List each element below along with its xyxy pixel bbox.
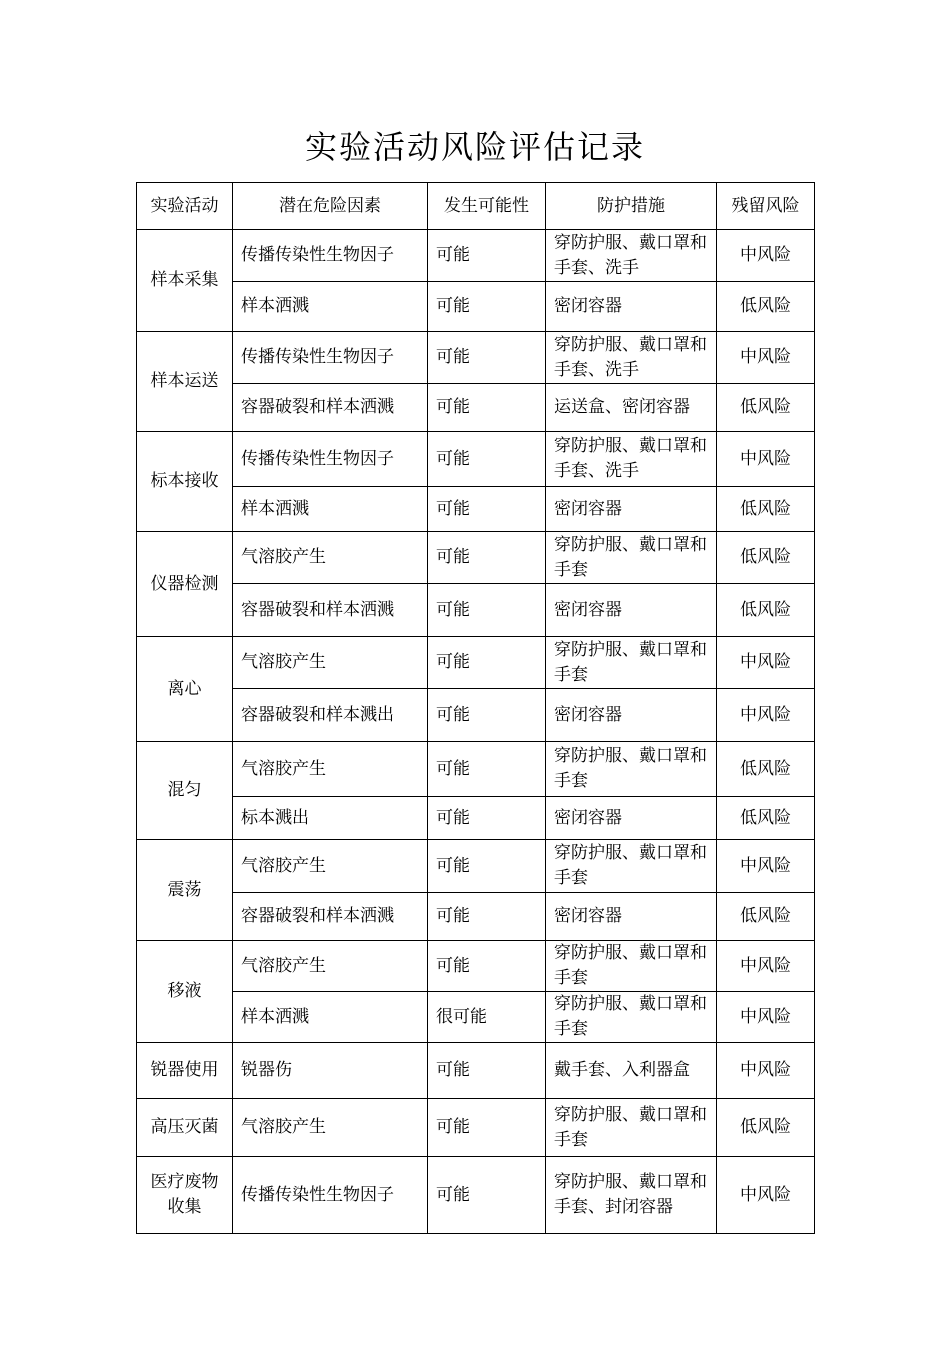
- measures-cell: 穿防护服、戴口罩和手套: [546, 1099, 717, 1157]
- residual-risk-cell: 低风险: [717, 584, 815, 637]
- residual-risk-cell: 低风险: [717, 1099, 815, 1157]
- likelihood-cell: 可能: [428, 230, 546, 282]
- likelihood-cell: 可能: [428, 332, 546, 384]
- hazard-cell: 容器破裂和样本洒溅: [233, 384, 428, 432]
- residual-risk-cell: 低风险: [717, 487, 815, 532]
- table-row: [137, 432, 815, 487]
- measures-cell: 密闭容器: [546, 893, 717, 941]
- table-row: [137, 332, 815, 384]
- residual-risk-cell: 低风险: [717, 532, 815, 584]
- likelihood-cell: 可能: [428, 840, 546, 893]
- activity-cell: 医疗废物收集: [137, 1157, 233, 1234]
- activity-cell: 离心: [137, 637, 233, 742]
- measures-cell: 穿防护服、戴口罩和手套、洗手: [546, 332, 717, 384]
- measures-cell: 穿防护服、戴口罩和手套、洗手: [546, 230, 717, 282]
- residual-risk-cell: 中风险: [717, 332, 815, 384]
- hazard-cell: 传播传染性生物因子: [233, 1157, 428, 1234]
- table-row: [137, 893, 815, 941]
- table-row: [137, 689, 815, 742]
- likelihood-cell: 可能: [428, 689, 546, 742]
- table-row: [137, 487, 815, 532]
- hazard-cell: 容器破裂和样本洒溅: [233, 893, 428, 941]
- residual-risk-cell: 低风险: [717, 797, 815, 840]
- header-row: [137, 183, 815, 230]
- likelihood-cell: 可能: [428, 282, 546, 332]
- hazard-cell: 气溶胶产生: [233, 1099, 428, 1157]
- hazard-cell: 容器破裂和样本溅出: [233, 689, 428, 742]
- activity-cell: 移液: [137, 941, 233, 1043]
- hazard-cell: 传播传染性生物因子: [233, 432, 428, 487]
- hazard-cell: 样本洒溅: [233, 992, 428, 1043]
- likelihood-cell: 可能: [428, 1099, 546, 1157]
- residual-risk-cell: 中风险: [717, 992, 815, 1043]
- table-body: [137, 230, 815, 1234]
- residual-risk-cell: 低风险: [717, 384, 815, 432]
- measures-cell: 密闭容器: [546, 487, 717, 532]
- table-row: [137, 1157, 815, 1234]
- activity-cell: 震荡: [137, 840, 233, 941]
- measures-cell: 戴手套、入利器盒: [546, 1043, 717, 1099]
- residual-risk-cell: 低风险: [717, 282, 815, 332]
- table-row: [137, 230, 815, 282]
- likelihood-cell: 可能: [428, 742, 546, 797]
- likelihood-cell: 可能: [428, 584, 546, 637]
- likelihood-cell: 可能: [428, 1157, 546, 1234]
- residual-risk-cell: 中风险: [717, 1043, 815, 1099]
- measures-cell: 穿防护服、戴口罩和手套: [546, 840, 717, 893]
- table-row: [137, 742, 815, 797]
- table-row: [137, 1043, 815, 1099]
- measures-cell: 穿防护服、戴口罩和手套: [546, 992, 717, 1043]
- activity-cell: 高压灭菌: [137, 1099, 233, 1157]
- measures-cell: 密闭容器: [546, 797, 717, 840]
- activity-cell: 标本接收: [137, 432, 233, 532]
- hazard-cell: 气溶胶产生: [233, 532, 428, 584]
- residual-risk-cell: 中风险: [717, 941, 815, 992]
- activity-cell: 锐器使用: [137, 1043, 233, 1099]
- likelihood-cell: 可能: [428, 384, 546, 432]
- table-row: [137, 584, 815, 637]
- likelihood-cell: 可能: [428, 941, 546, 992]
- likelihood-cell: 可能: [428, 532, 546, 584]
- residual-risk-cell: 中风险: [717, 230, 815, 282]
- measures-cell: 穿防护服、戴口罩和手套: [546, 742, 717, 797]
- activity-cell: 样本运送: [137, 332, 233, 432]
- residual-risk-cell: 中风险: [717, 689, 815, 742]
- likelihood-cell: 可能: [428, 1043, 546, 1099]
- header-hazard: 潜在危险因素: [233, 183, 428, 230]
- likelihood-cell: 可能: [428, 487, 546, 532]
- activity-cell: 混匀: [137, 742, 233, 840]
- residual-risk-cell: 中风险: [717, 840, 815, 893]
- measures-cell: 运送盒、密闭容器: [546, 384, 717, 432]
- likelihood-cell: 可能: [428, 797, 546, 840]
- header-residual-risk: 残留风险: [717, 183, 815, 230]
- measures-cell: 穿防护服、戴口罩和手套、洗手: [546, 432, 717, 487]
- hazard-cell: 容器破裂和样本洒溅: [233, 584, 428, 637]
- residual-risk-cell: 中风险: [717, 432, 815, 487]
- hazard-cell: 传播传染性生物因子: [233, 230, 428, 282]
- likelihood-cell: 可能: [428, 893, 546, 941]
- hazard-cell: 标本溅出: [233, 797, 428, 840]
- table-row: [137, 992, 815, 1043]
- risk-assessment-table: [136, 182, 815, 1234]
- measures-cell: 穿防护服、戴口罩和手套、封闭容器: [546, 1157, 717, 1234]
- residual-risk-cell: 低风险: [717, 742, 815, 797]
- hazard-cell: 气溶胶产生: [233, 637, 428, 689]
- measures-cell: 穿防护服、戴口罩和手套: [546, 941, 717, 992]
- header-activity: 实验活动: [137, 183, 233, 230]
- hazard-cell: 气溶胶产生: [233, 840, 428, 893]
- residual-risk-cell: 中风险: [717, 637, 815, 689]
- table-row: [137, 282, 815, 332]
- hazard-cell: 锐器伤: [233, 1043, 428, 1099]
- document-title: 实验活动风险评估记录: [304, 128, 645, 166]
- measures-cell: 穿防护服、戴口罩和手套: [546, 532, 717, 584]
- measures-cell: 密闭容器: [546, 282, 717, 332]
- hazard-cell: 传播传染性生物因子: [233, 332, 428, 384]
- hazard-cell: 气溶胶产生: [233, 941, 428, 992]
- likelihood-cell: 可能: [428, 432, 546, 487]
- measures-cell: 密闭容器: [546, 689, 717, 742]
- table-row: [137, 384, 815, 432]
- residual-risk-cell: 低风险: [717, 893, 815, 941]
- table-row: [137, 532, 815, 584]
- residual-risk-cell: 中风险: [717, 1157, 815, 1234]
- likelihood-cell: 很可能: [428, 992, 546, 1043]
- activity-cell: 仪器检测: [137, 532, 233, 637]
- activity-cell: 样本采集: [137, 230, 233, 332]
- measures-cell: 密闭容器: [546, 584, 717, 637]
- table-row: [137, 840, 815, 893]
- table-row: [137, 637, 815, 689]
- hazard-cell: 样本洒溅: [233, 282, 428, 332]
- hazard-cell: 气溶胶产生: [233, 742, 428, 797]
- header-likelihood: 发生可能性: [428, 183, 546, 230]
- measures-cell: 穿防护服、戴口罩和手套: [546, 637, 717, 689]
- table-row: [137, 941, 815, 992]
- hazard-cell: 样本洒溅: [233, 487, 428, 532]
- likelihood-cell: 可能: [428, 637, 546, 689]
- header-measures: 防护措施: [546, 183, 717, 230]
- table-row: [137, 797, 815, 840]
- table-row: [137, 1099, 815, 1157]
